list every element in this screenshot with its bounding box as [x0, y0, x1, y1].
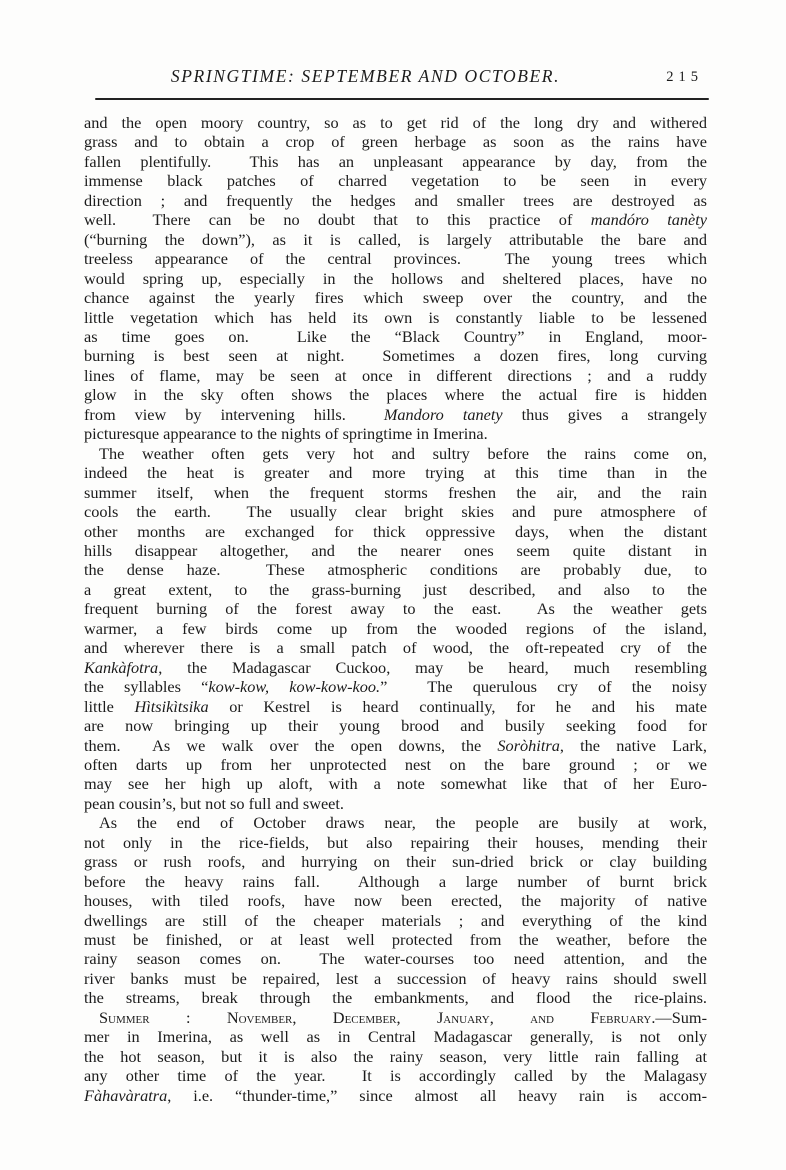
text-line — [84, 891, 707, 910]
text-line — [84, 210, 707, 229]
text-line — [84, 230, 707, 249]
text-line — [84, 541, 707, 560]
body-text: ” The querulous cry of the noisy — [380, 677, 707, 697]
body-text: thus gives a strangely — [502, 404, 707, 424]
body-text: from view by intervening hills. — [84, 404, 384, 424]
text-line — [84, 463, 707, 482]
text-line — [84, 969, 707, 988]
italic-text: kow-kow, kow-kow-koo. — [208, 677, 381, 697]
body-text: a great extent, to the grass-burning just described, and also to the — [84, 579, 707, 599]
page-body — [84, 113, 707, 1105]
text-line — [84, 113, 707, 132]
body-text: frequent burning of the forest away to the east. As the weather gets — [84, 599, 707, 619]
text-line — [84, 833, 707, 852]
italic-text: Soròhitra — [497, 735, 560, 755]
text-line — [84, 774, 707, 793]
text-line — [84, 658, 707, 677]
text-line — [84, 249, 707, 268]
body-text: , the native Lark, — [559, 735, 707, 755]
body-text: river banks must be repaired, lest a succession of heavy rains should swell — [84, 968, 707, 988]
body-text: —Sum- — [655, 1007, 707, 1027]
text-line — [84, 405, 707, 424]
text-line — [84, 560, 707, 579]
body-text: houses, with tiled roofs, have now been erected, the majority of native — [84, 891, 707, 911]
text-line — [84, 191, 707, 210]
text-line — [84, 930, 707, 949]
text-line — [84, 385, 707, 404]
body-text: chance against the yearly fires which sweep over the country, and the — [84, 288, 707, 308]
text-line — [84, 794, 707, 813]
text-line — [84, 911, 707, 930]
italic-text: mandóro tanèty — [590, 210, 707, 230]
body-text: (“burning the down”), as it is called, is largely attributable the bare and — [84, 229, 707, 249]
text-line — [84, 697, 707, 716]
text-line — [84, 619, 707, 638]
text-line — [84, 1047, 707, 1066]
body-text: cools the earth. The usually clear bright skies and pure atmosphere of — [84, 502, 707, 522]
body-text: hills disappear altogether, and the nearer ones seem quite distant in — [84, 540, 707, 560]
body-text: rainy season comes on. The water-courses too need attention, and the — [84, 949, 707, 969]
body-text: and wherever there is a small patch of wood, the oft-repeated cry of the — [84, 638, 707, 658]
text-line — [84, 171, 707, 190]
body-text: or Kestrel is heard continually, for he and his mate — [208, 696, 707, 716]
text-line — [84, 1008, 707, 1027]
text-line — [84, 1027, 707, 1046]
body-text: , i.e. “thunder-time,” since almost all heavy rain is accom- — [167, 1085, 707, 1105]
italic-text: Hìtsikìtsika — [134, 696, 209, 716]
text-line — [84, 522, 707, 541]
body-text: pean cousin’s, but not so full and sweet. — [84, 793, 345, 813]
text-line — [84, 580, 707, 599]
italic-text: Mandoro tanety — [383, 404, 503, 424]
body-text: lines of flame, may be seen at once in different directions ; and a ruddy — [84, 365, 707, 385]
body-text: grass or rush roofs, and hurrying on their sun-dried brick or clay building — [84, 852, 707, 872]
text-line — [84, 152, 707, 171]
text-line — [84, 346, 707, 365]
body-text: little vegetation which has held its own is constantly liable to be lessened — [84, 307, 707, 327]
body-text: the syllables “ — [84, 677, 209, 697]
text-line — [84, 502, 707, 521]
body-text: picturesque appearance to the nights of springtime in Imerina. — [84, 424, 488, 444]
text-line — [84, 872, 707, 891]
body-text: indeed the heat is greater and more trying at this time than in the — [84, 463, 707, 483]
body-text: and the open moory country, so as to get rid of the long dry and withered — [84, 113, 707, 132]
text-line — [84, 988, 707, 1007]
text-line — [84, 366, 707, 385]
body-text: are now bringing up their young brood and busily seeking food for — [84, 716, 707, 736]
header-rule — [95, 98, 709, 100]
body-text: little — [84, 696, 135, 716]
body-text: the hot season, but it is also the rainy season, very little rain falling at — [84, 1046, 707, 1066]
text-line — [84, 1086, 707, 1105]
body-text: before the heavy rains fall. Although a large number of burnt brick — [84, 871, 707, 891]
body-text: other months are exchanged for thick oppressive days, when the distant — [84, 521, 707, 541]
body-text: As the end of October draws near, the people are busily at work, — [99, 813, 707, 833]
smallcaps-text: Summer : November, December, January, and February. — [99, 1007, 656, 1027]
running-header — [84, 66, 707, 92]
text-line — [84, 269, 707, 288]
body-text: not only in the rice-fields, but also repairing their houses, mending their — [84, 832, 707, 852]
text-line — [84, 677, 707, 696]
text-line — [84, 308, 707, 327]
page-title: SPRINGTIME: SEPTEMBER AND OCTOBER. — [170, 66, 561, 86]
body-text: as time goes on. Like the “Black Country” in England, moor- — [84, 326, 707, 346]
body-text: dwellings are still of the cheaper materials ; and everything of the kind — [84, 910, 707, 930]
body-text: burning is best seen at night. Sometimes a dozen fires, long curving — [84, 346, 707, 366]
text-line — [84, 599, 707, 618]
text-line — [84, 638, 707, 657]
body-text: may see her high up aloft, with a note somewhat like that of her Euro- — [84, 774, 707, 794]
body-text: any other time of the year. It is accordingly called by the Malagasy — [84, 1066, 707, 1086]
text-line — [84, 949, 707, 968]
text-line — [84, 852, 707, 871]
body-text: grass and to obtain a crop of green herbage as soon as the rains have — [84, 132, 707, 152]
body-text: , the Madagascar Cuckoo, may be heard, much resembling — [158, 657, 707, 677]
text-line — [84, 813, 707, 832]
body-text: them. As we walk over the open downs, the — [84, 735, 498, 755]
body-text: would spring up, especially in the hollows and sheltered places, have no — [84, 268, 707, 288]
text-line — [84, 1066, 707, 1085]
body-text: often darts up from her unprotected nest on the bare ground ; or we — [84, 754, 707, 774]
text-line — [84, 483, 707, 502]
text-line — [84, 736, 707, 755]
body-text: the streams, break through the embankments, and flood the rice-plains. — [84, 988, 707, 1008]
body-text: direction ; and frequently the hedges and smaller trees are destroyed as — [84, 190, 707, 210]
body-text: must be finished, or at least well protected from the weather, before the — [84, 930, 707, 950]
body-text: glow in the sky often shows the places where the actual fire is hidden — [84, 385, 707, 405]
body-text: warmer, a few birds come up from the wooded regions of the island, — [84, 618, 707, 638]
text-line — [84, 444, 707, 463]
body-text: mer in Imerina, as well as in Central Madagascar generally, is not only — [84, 1027, 707, 1047]
text-line — [84, 132, 707, 151]
page-number: 215 — [666, 69, 703, 85]
italic-text: Fàhavàratra — [84, 1085, 168, 1105]
text-line — [84, 424, 707, 443]
body-text: treeless appearance of the central provinces. The young trees which — [84, 249, 707, 269]
body-text: the dense haze. These atmospheric conditions are probably due, to — [84, 560, 707, 580]
text-line — [84, 288, 707, 307]
text-line — [84, 755, 707, 774]
body-text: summer itself, when the frequent storms freshen the air, and the rain — [84, 482, 707, 502]
body-text: fallen plentifully. This has an unpleasant appearance by day, from the — [84, 151, 707, 171]
body-text: The weather often gets very hot and sultry before the rains come on, — [99, 443, 707, 463]
body-text: immense black patches of charred vegetation to be seen in every — [84, 171, 707, 191]
italic-text: Kankàfotra — [84, 657, 159, 677]
text-line — [84, 327, 707, 346]
body-text: well. There can be no doubt that to this practice of — [84, 210, 591, 230]
text-line — [84, 716, 707, 735]
